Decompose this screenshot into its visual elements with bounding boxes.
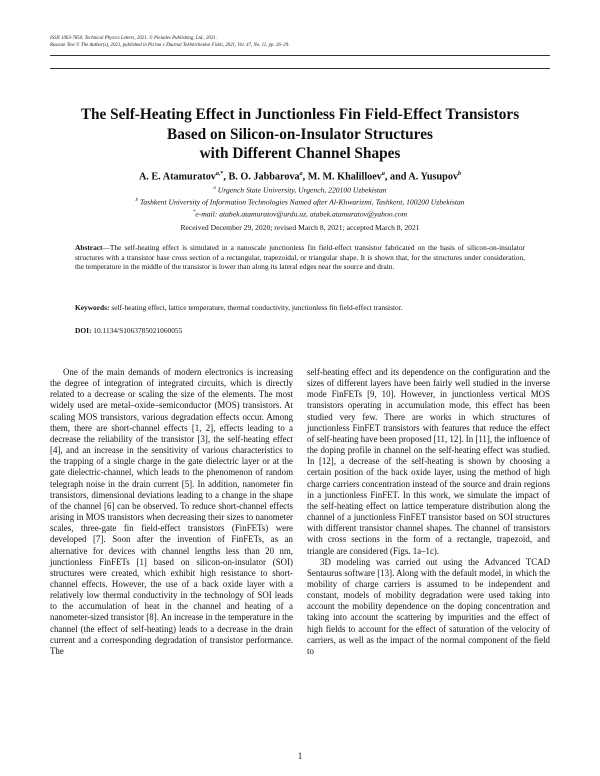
email-mark: * — [192, 210, 196, 215]
affiliation-b-mark: b — [135, 198, 138, 203]
doi-label: DOI: — [75, 326, 92, 335]
author-email — [40, 208, 560, 220]
author-4-affiliation: b — [458, 171, 462, 177]
affiliation-b-text: Tashkent University of Information Technologies Named after Al-Khwarizmi, Tashkent, 100200 Uzbekistan — [137, 197, 465, 207]
author-list — [40, 171, 560, 182]
title-line-3: with Different Channel Shapes — [199, 145, 401, 162]
keywords-label: Keywords: — [75, 303, 110, 312]
email-text: e-mail: atabek.atamuratov@urdu.uz, atabek.atamuratov@yahoo.com — [195, 209, 408, 219]
author-3-affiliation: a — [381, 171, 385, 177]
author-1: A. E. Atamuratov — [138, 171, 216, 183]
affiliation-a-mark: a — [213, 186, 216, 191]
body-left-column — [50, 367, 293, 657]
keywords-text: self-heating effect, lattice temperature, thermal conductivity, junctionless fin field-effect transistor. — [109, 303, 403, 312]
affiliation-b — [40, 196, 560, 208]
author-3: M. M. Khalilloev — [307, 171, 382, 183]
title-line-1: The Self-Heating Effect in Junctionless Fin Field-Effect Transistors — [80, 106, 520, 123]
header-rule-top — [50, 55, 550, 56]
affiliation-a — [40, 184, 560, 196]
doi — [75, 326, 182, 335]
body-paragraph: self-heating effect and its dependence on the configuration and the sizes of different layers have been fairly well studied in the inverse mode FinFETs [9, 10]. However, in junctionless vertical MOS transistors operating in accumulation mode, this effect has been studied very few. There are works in which structures of junctionless FinFET transistors with features that reduce the effect of self-heating have been proposed [11, 12]. In [11], the influence of the doping profile in channel on the self-heating effect was studied. In [12], a decrease of the self-heating is shown by choosing a certain position of the back oxide layer, using the method of high charge carriers concentration instead of the source and drain regions in a junctionless FinFET. In this work, we simulate the impact of the self-heating effect on lattice temperature distribution along the channel of a junctionless FinFET transistor based on SOI structures with different transistor channel shapes. The channel of transistors with cross sections in the form of a rectangle, trapezoid, and triangle are considered (Figs. 1a–1c). — [307, 367, 550, 556]
abstract-text: —The self-heating effect is simulated in a nanoscale junctionless fin field-effect transistor fabricated on the basis of silicon-on-insulator structures with a transistor base cross section of a rectangular, trapezoidal, or triangular shape. It is shown that, for the structures under consideration, the temperature in the middle of the transistor is lower than along its lateral edges near the source and drain. — [75, 243, 525, 272]
doi-value: 10.1134/S1063785021060055 — [91, 326, 183, 335]
body-paragraph: One of the main demands of modern electronics is increasing the degree of integration of integrated circuits, which is directly related to a decrease or scaling the size of the elements. The most widely used are metal–oxide–semiconductor (MOS) transistors. At scaling MOS transistors, various degradation effects occur. Among them, there are short-channel effects [1, 2], effects leading to a decrease the reliability of the transistor [3], the self-heating effect [4], and an increase in the sensitivity of various characteristics to the trapping of a single charge in the gate dielectric layer or at the gate dielectric-channel, which leads to the phenomenon of random telegraph noise in the drain current [5]. In addition, nanometer fin transistors, dimensional deviations leading to a change in the shape of the channel [6] can be observed. To reduce short-channel effects arising in MOS transistors when decreasing their sizes to nanometer scales, three-gate fin field-effect transistors (FinFETs) were developed [7]. Soon after the invention of FinFETs, as an alternative for devices with channel lengths less than 20 nm, junctionless FinFETs [1] based on silicon-on-insulator (SOI) structures were created, which exhibit high resistance to short-channel effects. However, the use of a back oxide layer with a relatively low thermal conductivity in the technology of SOI leads to the accumulation of heat in the channel and heating of a nanometer-sized transistor [8]. An increase in the temperature in the channel (the effect of self-heating) leads to a decrease in the drain current and a corresponding degradation of transistor performance. The — [50, 367, 293, 656]
abstract-label: Abstract — [75, 243, 103, 252]
author-4: A. Yusupov — [408, 171, 459, 183]
body-right-column — [307, 367, 550, 657]
author-separator: , — [223, 171, 229, 183]
author-1-affiliation: a, — [215, 171, 221, 177]
author-separator: , and — [384, 171, 409, 183]
affiliation-a-text: Urgench State University, Urgench, 220100 Uzbekistan — [215, 185, 387, 195]
abstract — [75, 243, 525, 272]
body-paragraph: 3D modeling was carried out using the Advanced TCAD Sentaurus software [13]. Along with the default model, in which the mobility of charge carriers is assumed to be independent and constant, models of mobility degradation were used taking into account the mobility dependence on the doping concentration and taking into account the scattering by impurities and the effect of high fields to account for the effect of saturation of the velocity of carriers, as well as the impact of the normal component of the field to — [307, 556, 550, 656]
journal-header-line1: ISSN 1063-7850, Technical Physics Letters, 2021. © Pleiades Publishing, Ltd., 2021. — [50, 36, 217, 41]
author-separator: , — [302, 171, 308, 183]
paper-title — [40, 105, 560, 164]
author-1-corresponding-mark: * — [220, 171, 224, 177]
journal-header-line2: Russian Text © The Author(s), 2021, published in Pis'ma v Zhurnal Tekhnicheskoi Fiziki, 2021, Vol. 47, No. 11, pp. 26–29. — [50, 43, 290, 48]
keywords — [75, 303, 525, 313]
author-2: B. O. Jabbarova — [228, 171, 300, 183]
title-line-2: Based on Silicon-on-Insulator Structures — [167, 125, 433, 143]
page-number: 1 — [297, 751, 303, 761]
journal-header — [50, 35, 289, 49]
header-rule-bottom — [50, 68, 550, 69]
author-2-affiliation: a — [299, 171, 303, 177]
received-dates: Received December 29, 2020; revised March 8, 2021; accepted March 8, 2021 — [180, 223, 420, 232]
